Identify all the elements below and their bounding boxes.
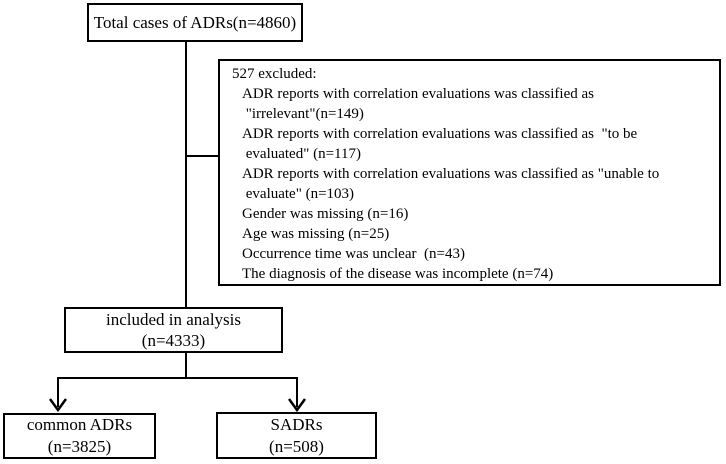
exclusion-line: "irrelevant"(n=149) [242,106,364,122]
exclusion-line: ADR reports with correlation evaluations was classified as [242,86,594,102]
sadrs-label-line1: SADRs [270,414,323,434]
common-adrs-box [3,413,156,459]
arrowhead-right-icon [289,399,305,410]
sadrs-box [216,412,377,459]
exclusion-line: ADR reports with correlation evaluations was classified as "unable to [242,166,660,182]
sadrs-label-line2: (n=508) [269,436,324,456]
exclusion-line: Occurrence time was unclear (n=43) [242,246,465,262]
arrowhead-left-icon [50,399,66,410]
exclusion-header: 527 excluded: [232,66,317,82]
exclusion-box [218,59,721,286]
included-label-line2: (n=4333) [141,331,206,350]
total-cases-label: Total cases of ADRs(n=4860) [93,12,297,32]
total-cases-box [87,3,303,42]
exclusion-line: evaluate" (n=103) [242,186,355,202]
common-adrs-label-line2: (n=3825) [47,437,112,456]
common-adrs-label-line1: common ADRs [26,415,133,434]
exclusion-line: The diagnosis of the disease was incomplete (n=74) [242,266,554,282]
included-box [64,307,283,353]
exclusion-line: Gender was missing (n=16) [242,206,409,222]
exclusion-line: Age was missing (n=25) [242,226,390,242]
included-label-line1: included in analysis [105,310,242,329]
exclusion-line: evaluated" (n=117) [242,146,361,162]
exclusion-line: ADR reports with correlation evaluations was classified as "to be [242,126,638,142]
